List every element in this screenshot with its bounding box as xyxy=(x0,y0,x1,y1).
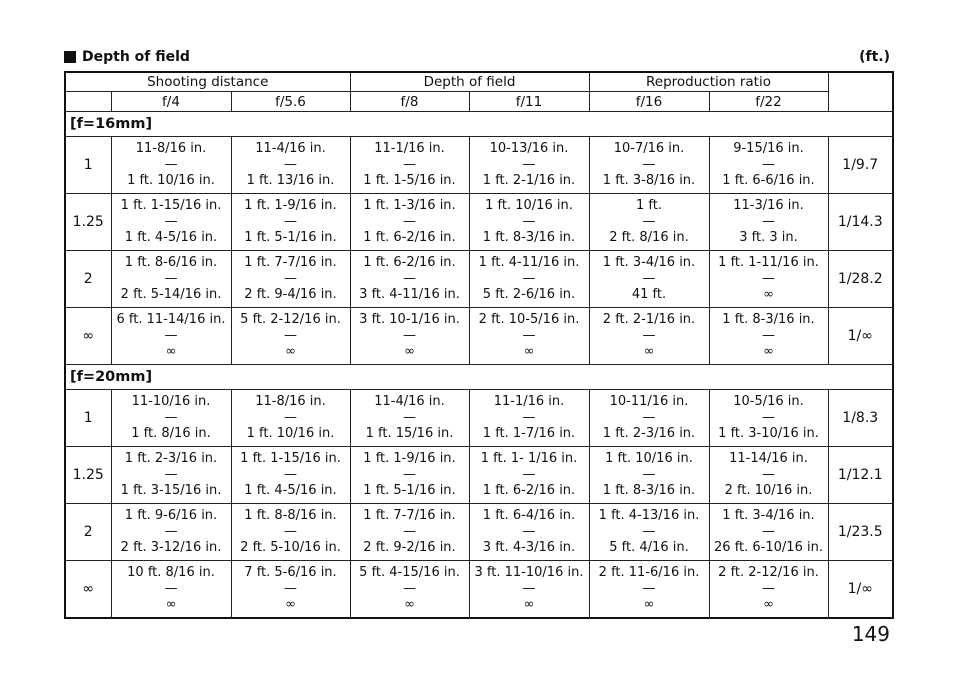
dof-separator: — xyxy=(762,328,775,343)
dof-far: 1 ft. 13/16 in. xyxy=(246,173,335,188)
dof-near: 1 ft. 1- 1/16 in. xyxy=(480,451,578,466)
dof-cell xyxy=(231,390,350,447)
dof-separator: — xyxy=(284,524,297,539)
dof-separator: — xyxy=(522,524,536,539)
dof-far: 1 ft. 8-3/16 in. xyxy=(602,483,696,498)
dof-far: ∞ xyxy=(404,344,415,359)
dof-near: 1 ft. 1-15/16 in. xyxy=(240,451,341,466)
dof-cell xyxy=(709,137,828,194)
dof-far: 2 ft. 9-2/16 in. xyxy=(363,540,456,555)
dof-cell xyxy=(709,194,828,251)
dof-separator: — xyxy=(642,410,656,425)
dof-separator: — xyxy=(403,524,416,539)
dof-far: ∞ xyxy=(763,597,774,612)
dof-near: 1 ft. xyxy=(636,198,662,213)
dof-separator: — xyxy=(642,214,656,229)
dof-separator: — xyxy=(403,581,416,596)
shooting-distance-cell: 1.25 xyxy=(65,447,111,504)
reproduction-ratio-cell: 1/14.3 xyxy=(828,194,893,251)
dof-cell xyxy=(589,561,709,619)
dof-separator: — xyxy=(403,157,416,172)
dof-cell xyxy=(469,251,589,308)
dof-far: ∞ xyxy=(763,344,774,359)
dof-separator: — xyxy=(522,328,536,343)
dof-cell xyxy=(469,137,589,194)
reproduction-ratio-cell: 1/9.7 xyxy=(828,137,893,194)
dof-cell xyxy=(589,308,709,365)
dof-separator: — xyxy=(642,328,656,343)
dof-cell xyxy=(111,447,231,504)
dof-far: 1 ft. 5-1/16 in. xyxy=(363,483,456,498)
dof-cell xyxy=(231,194,350,251)
dof-far: ∞ xyxy=(523,344,535,359)
dof-cell xyxy=(469,504,589,561)
dof-far: ∞ xyxy=(285,344,296,359)
dof-near: 5 ft. 2-12/16 in. xyxy=(240,312,341,327)
dof-far: 1 ft. 8/16 in. xyxy=(131,426,211,441)
dof-separator: — xyxy=(642,581,656,596)
dof-separator: — xyxy=(403,214,416,229)
dof-separator: — xyxy=(642,524,656,539)
dof-cell xyxy=(111,390,231,447)
dof-cell xyxy=(350,194,469,251)
dof-separator: — xyxy=(522,271,536,286)
table-row xyxy=(65,504,893,561)
header-blank xyxy=(65,92,111,112)
dof-cell xyxy=(709,561,828,619)
dof-cell xyxy=(589,504,709,561)
dof-far: 2 ft. 9-4/16 in. xyxy=(244,287,337,302)
dof-separator: — xyxy=(403,467,416,482)
dof-cell xyxy=(231,561,350,619)
aperture-header: f/22 xyxy=(709,92,828,112)
dof-cell xyxy=(469,308,589,365)
dof-near: 1 ft. 8-8/16 in. xyxy=(244,508,337,523)
dof-far: 1 ft. 3-8/16 in. xyxy=(602,173,696,188)
dof-far: 3 ft. 4-11/16 in. xyxy=(359,287,460,302)
dof-near: 10-13/16 in. xyxy=(489,141,569,156)
dof-far: 5 ft. 2-6/16 in. xyxy=(482,287,576,302)
dof-cell xyxy=(350,504,469,561)
dof-far: 1 ft. 10/16 in. xyxy=(127,173,215,188)
dof-near: 1 ft. 3-4/16 in. xyxy=(722,508,815,523)
shooting-distance-cell: ∞ xyxy=(65,561,111,619)
dof-near: 11-3/16 in. xyxy=(733,198,804,213)
table-row xyxy=(65,251,893,308)
dof-cell xyxy=(709,308,828,365)
dof-cell xyxy=(469,194,589,251)
dof-cell xyxy=(350,447,469,504)
aperture-header: f/16 xyxy=(589,92,709,112)
table-row xyxy=(65,308,893,365)
page-number: 149 xyxy=(851,622,890,646)
dof-far: 3 ft. 3 in. xyxy=(739,230,798,245)
table-row xyxy=(65,194,893,251)
dof-far: 1 ft. 1-7/16 in. xyxy=(482,426,576,441)
dof-near: 11-14/16 in. xyxy=(729,451,808,466)
dof-near: 1 ft. 1-11/16 in. xyxy=(718,255,819,270)
dof-separator: — xyxy=(522,214,536,229)
dof-near: 1 ft. 1-9/16 in. xyxy=(244,198,337,213)
dof-near: 2 ft. 2-12/16 in. xyxy=(718,565,819,580)
dof-far: 2 ft. 5-10/16 in. xyxy=(240,540,341,555)
dof-near: 7 ft. 5-6/16 in. xyxy=(244,565,337,580)
dof-near: 11-8/16 in. xyxy=(255,394,326,409)
dof-cell xyxy=(350,308,469,365)
dof-separator: — xyxy=(284,581,297,596)
reproduction-ratio-cell: 1/23.5 xyxy=(828,504,893,561)
section-label: [f=16mm] xyxy=(65,112,893,137)
dof-near: 11-4/16 in. xyxy=(374,394,445,409)
dof-far: ∞ xyxy=(523,597,535,612)
dof-separator: — xyxy=(403,328,416,343)
dof-cell xyxy=(111,137,231,194)
dof-cell xyxy=(350,137,469,194)
table-row xyxy=(65,137,893,194)
dof-near: 11-10/16 in. xyxy=(131,394,211,409)
dof-separator: — xyxy=(164,157,178,172)
header-shooting-distance: Shooting distance xyxy=(65,72,350,92)
header-reproduction-ratio: Reproduction ratio xyxy=(589,72,828,92)
dof-cell xyxy=(589,447,709,504)
dof-far: 41 ft. xyxy=(631,287,667,302)
shooting-distance-cell: 2 xyxy=(65,504,111,561)
dof-near: 10-7/16 in. xyxy=(613,141,685,156)
unit-label: (ft.) xyxy=(859,49,890,65)
dof-separator: — xyxy=(164,214,178,229)
dof-far: 1 ft. 5-1/16 in. xyxy=(244,230,337,245)
dof-separator: — xyxy=(284,271,297,286)
dof-separator: — xyxy=(284,214,297,229)
shooting-distance-cell: ∞ xyxy=(65,308,111,365)
dof-near: 1 ft. 6-4/16 in. xyxy=(482,508,576,523)
shooting-distance-cell: 1 xyxy=(65,390,111,447)
dof-cell xyxy=(231,447,350,504)
dof-far: 2 ft. 8/16 in. xyxy=(609,230,689,245)
dof-far: 5 ft. 4/16 in. xyxy=(609,540,689,555)
header-depth-of-field: Depth of field xyxy=(350,72,589,92)
dof-separator: — xyxy=(642,271,656,286)
dof-far: ∞ xyxy=(165,344,177,359)
dof-cell xyxy=(350,561,469,619)
dof-near: 6 ft. 11-14/16 in. xyxy=(116,312,226,327)
dof-near: 1 ft. 7-7/16 in. xyxy=(244,255,337,270)
dof-cell xyxy=(231,251,350,308)
dof-cell xyxy=(469,390,589,447)
dof-far: ∞ xyxy=(643,344,655,359)
dof-cell xyxy=(111,308,231,365)
dof-separator: — xyxy=(522,581,536,596)
table-row xyxy=(65,390,893,447)
reproduction-ratio-cell: 1/12.1 xyxy=(828,447,893,504)
dof-cell xyxy=(469,447,589,504)
dof-cell xyxy=(709,504,828,561)
shooting-distance-cell: 2 xyxy=(65,251,111,308)
dof-separator: — xyxy=(642,467,656,482)
dof-near: 1 ft. 9-6/16 in. xyxy=(124,508,218,523)
dof-near: 5 ft. 4-15/16 in. xyxy=(359,565,460,580)
table-row xyxy=(65,561,893,619)
dof-separator: — xyxy=(403,410,416,425)
shooting-distance-cell: 1.25 xyxy=(65,194,111,251)
section-heading xyxy=(64,49,190,65)
dof-far: 1 ft. 6-2/16 in. xyxy=(482,483,576,498)
dof-cell xyxy=(589,194,709,251)
reproduction-ratio-cell: 1/∞ xyxy=(828,561,893,619)
dof-near: 1 ft. 7-7/16 in. xyxy=(363,508,456,523)
dof-near: 1 ft. 6-2/16 in. xyxy=(363,255,456,270)
dof-cell xyxy=(111,504,231,561)
dof-near: 11-1/16 in. xyxy=(374,141,445,156)
dof-far: 2 ft. 5-14/16 in. xyxy=(120,287,222,302)
dof-near: 11-1/16 in. xyxy=(493,394,565,409)
dof-separator: — xyxy=(762,467,775,482)
dof-separator: — xyxy=(522,157,536,172)
dof-near: 1 ft. 1-15/16 in. xyxy=(120,198,222,213)
dof-separator: — xyxy=(762,157,775,172)
section-label: [f=20mm] xyxy=(65,365,893,390)
dof-far: ∞ xyxy=(404,597,415,612)
depth-of-field-table xyxy=(64,71,894,619)
dof-cell xyxy=(350,251,469,308)
table-row xyxy=(65,447,893,504)
dof-near: 10 ft. 8/16 in. xyxy=(127,565,215,580)
dof-near: 1 ft. 8-3/16 in. xyxy=(722,312,815,327)
dof-far: 1 ft. 2-1/16 in. xyxy=(482,173,576,188)
dof-cell xyxy=(231,137,350,194)
reproduction-ratio-cell: 1/∞ xyxy=(828,308,893,365)
dof-near: 1 ft. 1-9/16 in. xyxy=(363,451,456,466)
aperture-header: f/8 xyxy=(350,92,469,112)
dof-cell xyxy=(111,194,231,251)
header-corner xyxy=(828,72,893,92)
dof-far: 1 ft. 4-5/16 in. xyxy=(124,230,218,245)
dof-near: 1 ft. 10/16 in. xyxy=(605,451,693,466)
dof-near: 11-8/16 in. xyxy=(135,141,207,156)
dof-cell xyxy=(469,561,589,619)
dof-far: 1 ft. 3-15/16 in. xyxy=(120,483,222,498)
dof-near: 1 ft. 4-11/16 in. xyxy=(478,255,580,270)
dof-separator: — xyxy=(762,410,775,425)
dof-far: 1 ft. 6-2/16 in. xyxy=(363,230,456,245)
header-corner-bottom xyxy=(828,92,893,112)
dof-near: 1 ft. 1-3/16 in. xyxy=(363,198,456,213)
dof-separator: — xyxy=(522,410,536,425)
dof-separator: — xyxy=(762,271,775,286)
reproduction-ratio-cell: 1/28.2 xyxy=(828,251,893,308)
dof-near: 2 ft. 10-5/16 in. xyxy=(478,312,580,327)
dof-separator: — xyxy=(762,581,775,596)
dof-far: ∞ xyxy=(165,597,177,612)
dof-separator: — xyxy=(284,467,297,482)
dof-cell xyxy=(231,308,350,365)
dof-far: ∞ xyxy=(285,597,296,612)
dof-cell xyxy=(709,390,828,447)
dof-separator: — xyxy=(164,271,178,286)
dof-separator: — xyxy=(762,214,775,229)
dof-near: 1 ft. 2-3/16 in. xyxy=(124,451,218,466)
dof-far: 1 ft. 10/16 in. xyxy=(246,426,335,441)
dof-cell xyxy=(589,137,709,194)
dof-far: 2 ft. 10/16 in. xyxy=(724,483,813,498)
dof-separator: — xyxy=(284,157,297,172)
dof-near: 3 ft. 11-10/16 in. xyxy=(474,565,584,580)
dof-far: ∞ xyxy=(643,597,655,612)
dof-cell xyxy=(709,251,828,308)
dof-far: 1 ft. 2-3/16 in. xyxy=(602,426,696,441)
dof-near: 1 ft. 4-13/16 in. xyxy=(598,508,700,523)
dof-far: 1 ft. 4-5/16 in. xyxy=(244,483,337,498)
reproduction-ratio-cell: 1/8.3 xyxy=(828,390,893,447)
dof-separator: — xyxy=(284,410,297,425)
dof-far: 1 ft. 3-10/16 in. xyxy=(718,426,819,441)
dof-near: 10-5/16 in. xyxy=(733,394,804,409)
dof-separator: — xyxy=(762,524,775,539)
dof-separator: — xyxy=(284,328,297,343)
dof-separator: — xyxy=(164,467,178,482)
dof-far: 1 ft. 1-5/16 in. xyxy=(363,173,456,188)
dof-separator: — xyxy=(164,581,178,596)
dof-near: 2 ft. 2-1/16 in. xyxy=(602,312,696,327)
dof-cell xyxy=(111,561,231,619)
aperture-header: f/5.6 xyxy=(231,92,350,112)
dof-separator: — xyxy=(642,157,656,172)
dof-separator: — xyxy=(164,524,178,539)
aperture-header: f/4 xyxy=(111,92,231,112)
aperture-header: f/11 xyxy=(469,92,589,112)
dof-near: 1 ft. 10/16 in. xyxy=(485,198,573,213)
dof-near: 3 ft. 10-1/16 in. xyxy=(359,312,460,327)
dof-separator: — xyxy=(164,328,178,343)
dof-near: 10-11/16 in. xyxy=(609,394,689,409)
dof-far: 1 ft. 8-3/16 in. xyxy=(482,230,576,245)
dof-cell xyxy=(589,390,709,447)
square-bullet-icon xyxy=(64,51,76,63)
shooting-distance-cell: 1 xyxy=(65,137,111,194)
dof-cell xyxy=(589,251,709,308)
dof-cell xyxy=(231,504,350,561)
dof-far: ∞ xyxy=(763,287,774,302)
dof-separator: — xyxy=(164,410,178,425)
dof-near: 2 ft. 11-6/16 in. xyxy=(598,565,700,580)
dof-far: 2 ft. 3-12/16 in. xyxy=(120,540,222,555)
dof-far: 26 ft. 6-10/16 in. xyxy=(714,540,823,555)
dof-cell xyxy=(350,390,469,447)
dof-far: 3 ft. 4-3/16 in. xyxy=(482,540,576,555)
dof-far: 1 ft. 6-6/16 in. xyxy=(722,173,815,188)
dof-near: 1 ft. 3-4/16 in. xyxy=(602,255,696,270)
dof-separator: — xyxy=(403,271,416,286)
dof-near: 11-4/16 in. xyxy=(255,141,326,156)
dof-cell xyxy=(709,447,828,504)
dof-separator: — xyxy=(522,467,536,482)
dof-near: 9-15/16 in. xyxy=(733,141,804,156)
dof-near: 1 ft. 8-6/16 in. xyxy=(124,255,218,270)
heading-title: Depth of field xyxy=(82,49,190,65)
dof-far: 1 ft. 15/16 in. xyxy=(365,426,454,441)
dof-cell xyxy=(111,251,231,308)
